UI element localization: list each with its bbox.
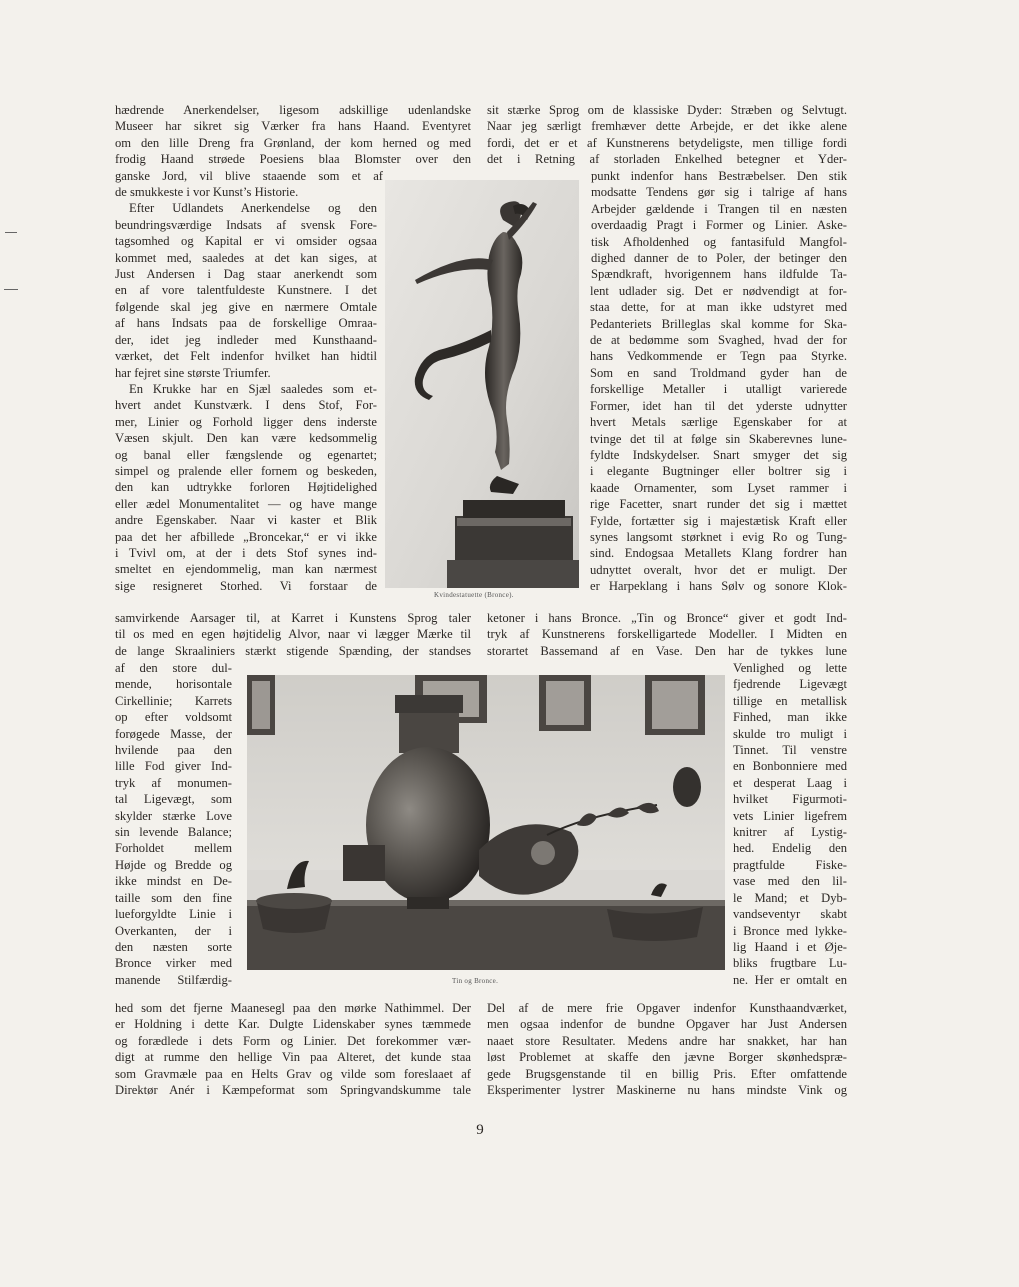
- right-bottom-line: gede Brugsgenstande til en billig Pris. Efter omfattende: [487, 1066, 847, 1081]
- right-narrow-line: hvert Metals særlige Egenskaber for at: [590, 415, 847, 430]
- right-narrow2-line: knitrer af Lystig-: [733, 825, 847, 840]
- right-bottom-line: men ogsaa indenfor de bundne Opgaver har Just Andersen: [487, 1017, 847, 1032]
- right-narrow2-line: hvilket Figurmoti-: [733, 792, 847, 807]
- left-narrow-line: taille som den fine: [115, 890, 232, 905]
- left-top-line: og banal eller fængslende og egenartet;: [115, 447, 377, 462]
- right-narrow2-line: Finhed, man ikke: [733, 710, 847, 725]
- statuette-photo: [385, 180, 579, 588]
- left-top-line: paa det her afbillede „Broncekar,“ er vi ikke: [115, 529, 377, 544]
- left-narrow-text: [115, 660, 232, 988]
- left-narrow-line: tal Ligevægt, som: [115, 792, 232, 807]
- left-narrow-line: Forholdet mellem: [115, 841, 232, 856]
- left-top-line: simpel og pralende eller fornem og beskeden,: [115, 463, 377, 478]
- right-narrow-line: sind. Endogsaa Metallets Klang fordrer han: [590, 546, 847, 561]
- left-narrow-line: af den store dul-: [115, 661, 232, 675]
- right-narrow-line: Som en sand Troldmand gyder han de: [590, 365, 847, 380]
- left-top-line: smeltet en ejendommelig, man kan nærmest: [115, 562, 377, 577]
- statuette-caption: Kvindestatuette (Bronce).: [434, 591, 514, 599]
- left-narrow-line: lueforgyldte Linie i: [115, 907, 232, 922]
- left-narrow-line: hvilende paa den: [115, 743, 232, 758]
- left-narrow-line: manende Stilfærdig-: [115, 972, 232, 987]
- right-narrow2-line: en Bonbonniere med: [733, 759, 847, 774]
- left-top-line: beundringsværdige Indsats af svensk Fore-: [115, 217, 377, 232]
- left-top-line: der, idet jeg indleder med Kunsthaand-: [115, 332, 377, 347]
- left-narrow-line: Bronce virker med: [115, 956, 232, 971]
- left-top-line: af hans Indsats paa de forskellige Omraa-: [115, 316, 377, 331]
- left-top-line: kommet med, saaledes at det kan siges, at: [115, 250, 377, 265]
- left-top-line: eller ædel Monumentalitet — og have mange: [115, 496, 377, 511]
- left-bottom-line: digt at rumme den hellige Vin paa Alteret, det kunde staa: [115, 1050, 471, 1065]
- left-top-line: de smukkeste i vor Kunst’s Historie.: [115, 185, 299, 200]
- span-mid-line: til os med en egen højtidelig Alvor, naar vi lægger Mærke til: [115, 627, 471, 642]
- right-narrow-line: modsatte Tendens gør sig i talrige af hans: [591, 185, 847, 200]
- right-narrow2-line: Venlighed og lette: [733, 661, 847, 675]
- left-bottom-line: hed som det fjerne Maanesegl paa den mørke Nathimmel. Der: [115, 1001, 471, 1015]
- right-top-line: sit stærke Sprog om de klassiske Dyder: Stræben og Selvtugt.: [487, 103, 847, 117]
- right-bottom-line: Del af de mere frie Opgaver indenfor Kunsthaandværket,: [487, 1001, 847, 1015]
- right-narrow-line: er Harpeklang i hans Sølv og sonore Klok-: [590, 579, 847, 594]
- right-narrow-line: Former, idet han til det yderste udnytter: [590, 398, 847, 413]
- right-narrow-line: tisk Afholdenhed og fantasifuld Mangfol-: [591, 234, 847, 249]
- right-column-top: [487, 102, 847, 168]
- left-top-line: tagsomhed og Kapital er vi omsider ogsaa: [115, 234, 377, 249]
- left-top-line: Just Andersen i Dag staar anerkendt som: [115, 267, 377, 282]
- right-narrow-line: synes langsomt størknet i evig Ro og Tung-: [590, 529, 847, 544]
- right-narrow-line: udnyttet overalt, hvor det er muligt. Der: [590, 562, 847, 577]
- right-narrow2-line: ne. Her er omtalt en: [733, 972, 847, 987]
- right-column-bottom: [487, 1000, 847, 1098]
- left-top-line: hædrende Anerkendelser, ligesom adskillige udenlandske: [115, 103, 471, 117]
- left-top-line: sige resigneret Storhed. Vi forstaar de: [115, 578, 377, 593]
- right-narrow2-line: vets Linier ligefrem: [733, 808, 847, 823]
- right-narrow-text-2: [733, 660, 847, 988]
- right-top-line: det i Retning af storladen Enkelhed betegner et Yder-: [487, 152, 847, 167]
- right-narrow2-line: i Bronce med lykke-: [733, 923, 847, 938]
- left-narrow-line: Højde og Bredde og: [115, 857, 232, 872]
- right-narrow-line: kaade Ornamenter, som Lyset rammer i: [590, 480, 847, 495]
- left-narrow-line: forøgede Masse, der: [115, 726, 232, 741]
- margin-mark: [5, 232, 17, 233]
- right-narrow2-line: bliks frugtbare Lu-: [733, 956, 847, 971]
- right-narrow-line: fyldte Indskydelser. Snart smyger det sig: [590, 447, 847, 462]
- right-narrow2-line: Tinnet. Til venstre: [733, 743, 847, 758]
- right-narrow-line: rige Facetter, snart runder det sig i mættet: [590, 497, 847, 512]
- right-bottom-line: Eksperimenter lystrer Maskinerne nu hans mindste Vink og: [487, 1083, 847, 1098]
- left-narrow-line: skylder stærke Love: [115, 808, 232, 823]
- right-narrow-line: lent udlader sig. Det er nødvendigt at for-: [590, 283, 847, 298]
- span-mid-line: de lange Skraaliniers stærkt stigende Spænding, der standses: [115, 643, 471, 658]
- left-top-line: ganske Jord, vil blive staaende som et af: [115, 168, 383, 183]
- page-number: 9: [476, 1122, 484, 1138]
- left-bottom-line: Direktør Anér i Kæmpeformat som Springvandskumme tale: [115, 1083, 471, 1098]
- left-top-line: i Tvivl om, at der i dets Stof synes ind-: [115, 545, 377, 560]
- right-narrow2-line: skulde tro muligt i: [733, 726, 847, 741]
- left-narrow-line: ikke mindst en De-: [115, 874, 232, 889]
- right-narrow-line: punkt indenfor hans Bestræbelser. Den stik: [591, 169, 847, 183]
- left-top-line: Væsen skjult. Den kan være kedsommelig: [115, 431, 377, 446]
- right-narrow-line: hans Vedkommende er Tegn paa Styrke.: [590, 349, 847, 364]
- right-mid-line: storartet Bassemand af en Vase. Den har de tykkes lune: [487, 643, 847, 658]
- left-top-line: hvert andet Kunstværk. I dens Stof, For-: [115, 398, 377, 413]
- left-narrow-line: Overkanten, der i: [115, 923, 232, 938]
- left-narrow-line: tryk af monumen-: [115, 775, 232, 790]
- tin-bronze-photo: [247, 675, 725, 970]
- right-narrow-line: i elegante Bugtninger eller boltrer sig i: [590, 464, 847, 479]
- right-narrow2-line: lig Haand i et Øje-: [733, 939, 847, 954]
- left-top-line: værket, det Felt indenfor hvilket han hidtil: [115, 349, 377, 364]
- left-top-line: frodig Haand strøede Poesiens blaa Blomster over den: [115, 152, 471, 167]
- right-narrow2-line: vandseventyr skabt: [733, 907, 847, 922]
- left-bottom-line: er Holdning i dette Kar. Dulgte Lidenskaber synes tæmmede: [115, 1017, 471, 1032]
- right-narrow-line: overdaadig Pragt i Former og Linier. Aske-: [591, 218, 847, 233]
- left-top-line: den kan udtrykke forloren Højtidelighed: [115, 480, 377, 495]
- tin-bronze-caption: Tin og Bronce.: [452, 977, 499, 985]
- right-bottom-line: løst Problemet at skaffe den jævne Borger skønhedspræ-: [487, 1050, 847, 1065]
- right-narrow2-line: fjedrende Ligevægt: [733, 677, 847, 692]
- right-narrow-text: [591, 168, 847, 595]
- left-top-line: en af vore talentfuldeste Kunstnere. I det: [115, 283, 377, 298]
- left-top-line: følgende skal jeg give en nærmere Omtale: [115, 299, 377, 314]
- right-narrow-line: staa dette, for at man ikke udstyret med: [590, 300, 847, 315]
- right-top-line: Naar jeg særligt fremhæver dette Arbejde, er det ikke alene: [487, 119, 847, 134]
- right-mid-line: ketoner i hans Bronce. „Tin og Bronce“ giver et godt Ind-: [487, 611, 847, 625]
- right-narrow-line: Arbejder gældende i Trangen til en næsten: [591, 201, 847, 216]
- left-narrow-line: lille Fod giver Ind-: [115, 759, 232, 774]
- right-narrow2-line: tillige en metallisk: [733, 693, 847, 708]
- left-bottom-line: som Gravmæle paa en Helts Grav og vilde som foreslaaet af: [115, 1066, 471, 1081]
- right-narrow-line: Pedanteriets Brilleglas skal komme for Ska-: [590, 316, 847, 331]
- right-narrow-line: tvinge det til at følge sin Skaberevnes lune-: [590, 431, 847, 446]
- left-top-line: andre Egenskaber. Naar vi kaster et Blik: [115, 513, 377, 528]
- left-column-bottom: [115, 1000, 471, 1098]
- right-narrow-line: Spændkraft, hvorigennem hans ildfulde Ta-: [591, 267, 847, 282]
- left-top-line: Efter Udlandets Anerkendelse og den: [129, 201, 377, 216]
- margin-mark: [4, 289, 18, 290]
- right-bottom-line: naaet store Resultater. Medens andre har snakket, har han: [487, 1033, 847, 1048]
- left-top-line: En Krukke har en Sjæl saaledes som et-: [129, 381, 377, 396]
- span-mid-line: samvirkende Aarsager til, at Karret i Kunstens Sprog taler: [115, 611, 471, 625]
- left-top-line: har fejret sine største Triumfer.: [115, 365, 271, 380]
- right-mid-line: tryk af Kunstnerens forskelligartede Modeller. I Midten en: [487, 627, 847, 642]
- right-span-text: [487, 610, 847, 659]
- right-narrow2-line: pragtfulde Fiske-: [733, 857, 847, 872]
- right-narrow-line: dighed danner de to Poler, der betinger den: [591, 251, 847, 266]
- right-narrow2-line: vase med den lil-: [733, 874, 847, 889]
- left-top-line: om den lille Dreng fra Grønland, der kom herned og med: [115, 135, 471, 150]
- left-narrow-line: Cirkellinie; Karrets: [115, 693, 232, 708]
- right-narrow-line: Fylde, fortætter sig i majestætisk Kraft eller: [590, 513, 847, 528]
- left-narrow-line: den næsten sorte: [115, 939, 232, 954]
- left-narrow-line: op efter voldsomt: [115, 710, 232, 725]
- right-narrow-line: de at bedømme som Svaghed, hvad der for: [590, 333, 847, 348]
- left-narrow-line: mende, horisontale: [115, 677, 232, 692]
- right-narrow-line: forskellige Metaller i utalligt varierede: [590, 382, 847, 397]
- left-narrow-line: sin levende Balance;: [115, 825, 232, 840]
- right-narrow2-line: le Mand; et Dyb-: [733, 890, 847, 905]
- right-top-line: fordi, det er et af Kunstnerens betydeligste, men tillige fordi: [487, 135, 847, 150]
- left-top-line: mer, Linier og Forhold ligger dens inderste: [115, 414, 377, 429]
- left-bottom-line: og forædlede i dets Form og Linier. Det forekommer vær-: [115, 1033, 471, 1048]
- left-span-text: [115, 610, 471, 659]
- right-narrow2-line: hed. Endelig den: [733, 841, 847, 856]
- right-narrow2-line: et desperat Laag i: [733, 775, 847, 790]
- left-top-line: Museer har sikret sig Værker fra hans Haand. Eventyret: [115, 119, 471, 134]
